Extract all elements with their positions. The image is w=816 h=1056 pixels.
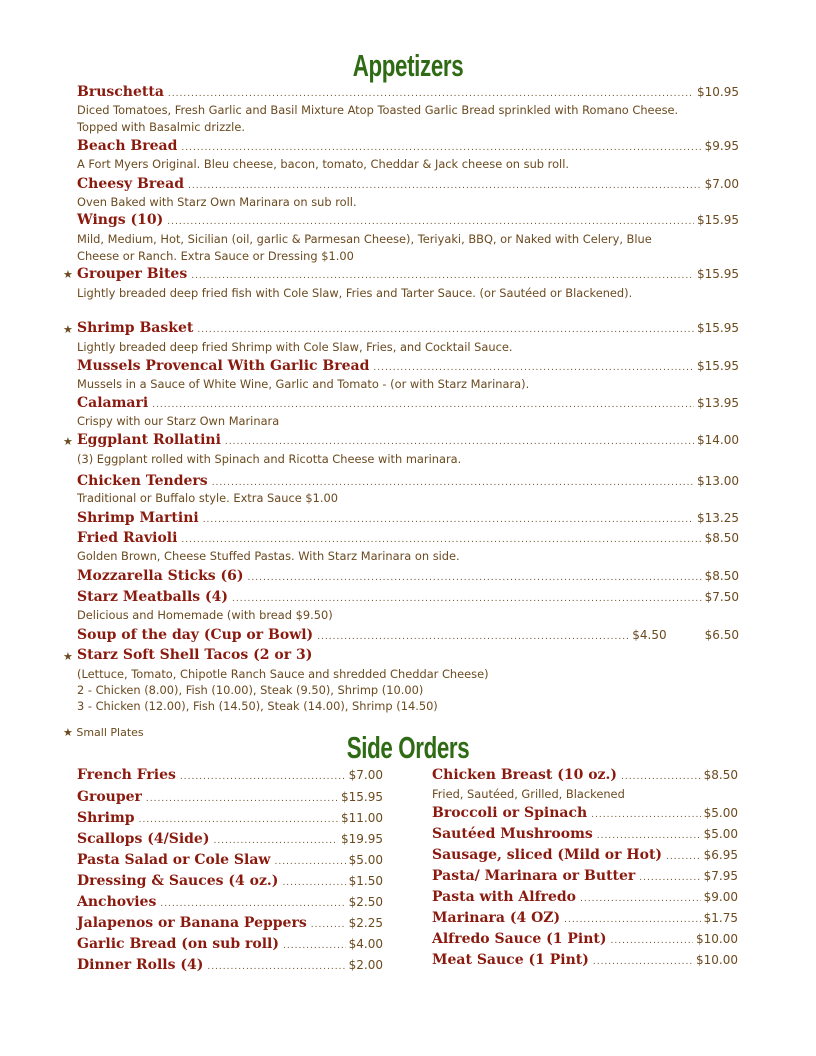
item-price: $13.00 (697, 474, 739, 488)
leader-dots (167, 217, 694, 227)
leader-dots (207, 962, 345, 972)
item-name: Wings (10) (77, 212, 164, 228)
leader-dots (181, 143, 701, 153)
menu-item (77, 530, 739, 547)
item-description: Oven Baked with Starz Own Marinara on sub roll. (77, 195, 357, 209)
item-name: Dressing & Sauces (4 oz.) (77, 873, 279, 889)
menu-item (77, 873, 383, 890)
item-name: Starz Soft Shell Tacos (2 or 3) (77, 647, 313, 663)
item-price: $15.95 (341, 790, 383, 804)
item-price: $15.95 (697, 321, 739, 335)
item-name: Calamari (77, 395, 149, 411)
side-orders-title: Side Orders (346, 730, 470, 765)
menu-item (432, 767, 738, 784)
item-price: $7.00 (704, 177, 739, 191)
leader-dots (282, 878, 345, 888)
leader-dots (621, 772, 701, 782)
leader-dots (203, 515, 694, 525)
leader-dots (666, 852, 701, 862)
menu-item (77, 473, 739, 490)
item-name: Garlic Bread (on sub roll) (77, 936, 280, 952)
item-price: $7.00 (348, 768, 383, 782)
menu-item (432, 868, 738, 885)
item-price: $7.50 (704, 590, 739, 604)
item-name: Mozzarella Sticks (6) (77, 568, 244, 584)
leader-dots (168, 89, 694, 99)
item-name: Jalapenos or Banana Peppers (77, 915, 307, 931)
menu-item (77, 358, 739, 375)
item-name: Shrimp (77, 810, 135, 826)
item-description: Golden Brown, Cheese Stuffed Pastas. With Starz Marinara on side. (77, 549, 460, 563)
item-price: $8.50 (703, 768, 738, 782)
star-icon: ★ (63, 650, 73, 663)
menu-item (77, 894, 383, 911)
item-description: Mussels in a Sauce of White Wine, Garlic and Tomato - (or with Starz Marinara). (77, 377, 530, 391)
item-price: $9.00 (703, 890, 738, 904)
item-price: $14.00 (697, 433, 739, 447)
menu-item (77, 320, 739, 337)
item-name: French Fries (77, 767, 176, 783)
item-name: Fried Ravioli (77, 530, 178, 546)
item-name: Pasta Salad or Cole Slaw (77, 852, 271, 868)
leader-dots (212, 478, 694, 488)
item-name: Beach Bread (77, 138, 178, 154)
item-description: Traditional or Buffalo style. Extra Sauce $1.00 (77, 491, 338, 505)
menu-item (432, 889, 738, 906)
menu-item (432, 910, 738, 927)
menu-item (77, 395, 739, 412)
item-price-bowl: $6.50 (704, 628, 739, 642)
menu-item (77, 568, 739, 585)
menu-item (77, 852, 383, 869)
menu-item (77, 915, 383, 932)
menu-item (432, 805, 738, 822)
item-price: $15.95 (697, 267, 739, 281)
leader-dots (181, 535, 701, 545)
leader-dots (225, 437, 694, 447)
leader-dots (611, 936, 693, 946)
leader-dots (591, 810, 700, 820)
item-description: Delicious and Homemade (with bread $9.50) (77, 608, 333, 622)
item-description: Crispy with our Starz Own Marinara (77, 414, 280, 428)
menu-item (77, 212, 739, 229)
item-description: A Fort Myers Original. Bleu cheese, bacon, tomato, Cheddar & Jack cheese on sub roll. (77, 157, 569, 171)
menu-item (432, 931, 738, 948)
item-price: $1.50 (348, 874, 383, 888)
item-price: $4.00 (348, 937, 383, 951)
item-price: $10.95 (697, 85, 739, 99)
item-description: Lightly breaded deep fried Shrimp with Cole Slaw, Fries, and Cocktail Sauce. (77, 340, 513, 354)
leader-dots (283, 941, 346, 951)
item-name: Sautéed Mushrooms (432, 826, 593, 842)
item-name: Cheesy Bread (77, 176, 185, 192)
star-icon: ★ (63, 323, 73, 336)
item-price: $8.50 (704, 569, 739, 583)
item-price: $5.00 (703, 827, 738, 841)
menu-item (77, 647, 739, 664)
item-price: $15.95 (697, 213, 739, 227)
item-name: Eggplant Rollatini (77, 432, 221, 448)
star-icon: ★ (63, 268, 73, 281)
item-name: Chicken Tenders (77, 473, 208, 489)
item-description: (Lettuce, Tomato, Chipotle Ranch Sauce and shredded Cheddar Cheese) (77, 667, 489, 681)
menu-item (77, 138, 739, 155)
leader-dots (152, 400, 694, 410)
menu-item (77, 589, 739, 606)
leader-dots (139, 815, 338, 825)
item-name: Grouper Bites (77, 266, 188, 282)
leader-dots (232, 594, 702, 604)
item-price: $10.00 (696, 953, 738, 967)
item-price: $15.95 (697, 359, 739, 373)
menu-item (77, 957, 383, 974)
item-name: Starz Meatballs (4) (77, 589, 229, 605)
item-price: $1.75 (703, 911, 738, 925)
leader-dots (317, 632, 629, 642)
item-name: Pasta with Alfredo (432, 889, 577, 905)
leader-dots (146, 794, 338, 804)
item-price: $5.00 (348, 853, 383, 867)
star-icon: ★ (63, 435, 73, 448)
leader-dots (180, 772, 346, 782)
leader-dots (191, 271, 694, 281)
menu-item (432, 826, 738, 843)
leader-dots (248, 573, 702, 583)
menu-item (77, 789, 383, 806)
item-price: $10.00 (696, 932, 738, 946)
item-price: $5.00 (703, 806, 738, 820)
item-name: Chicken Breast (10 oz.) (432, 767, 618, 783)
menu-item (77, 84, 739, 101)
leader-dots (373, 363, 694, 373)
menu-item (77, 810, 383, 827)
item-description: Mild, Medium, Hot, Sicilian (oil, garlic & Parmesan Cheese), Teriyaki, BBQ, or Naked with Celery, Blue Cheese or Ranch. Extra Sauce or Dressing $1.00 (77, 232, 652, 263)
leader-dots (197, 325, 694, 335)
item-name: Pasta/ Marinara or Butter (432, 868, 636, 884)
item-name: Shrimp Martini (77, 510, 199, 526)
item-description: Lightly breaded deep fried fish with Cole Slaw, Fries and Tarter Sauce. (or Sautéed or Blackened). (77, 286, 633, 300)
item-name: Alfredo Sauce (1 Pint) (432, 931, 607, 947)
item-name: Anchovies (77, 894, 157, 910)
item-description: 3 - Chicken (12.00), Fish (14.50), Steak (14.00), Shrimp (14.50) (77, 699, 438, 713)
menu-item (77, 627, 739, 644)
appetizers-title: Appetizers (352, 48, 464, 83)
leader-dots (160, 899, 345, 909)
menu-item (432, 952, 738, 969)
item-name: Grouper (77, 789, 142, 805)
leader-dots (311, 920, 346, 930)
item-price: $19.95 (341, 832, 383, 846)
item-name: Scallops (4/Side) (77, 831, 210, 847)
item-name: Meat Sauce (1 Pint) (432, 952, 589, 968)
leader-dots (597, 831, 701, 841)
menu-item (77, 831, 383, 848)
menu-item (77, 176, 739, 193)
item-price: $9.95 (704, 139, 739, 153)
leader-dots (274, 857, 345, 867)
item-price: $2.50 (348, 895, 383, 909)
item-description: Fried, Sautéed, Grilled, Blackened (432, 787, 625, 801)
item-name: Sausage, sliced (Mild or Hot) (432, 847, 663, 863)
item-description: Diced Tomatoes, Fresh Garlic and Basil Mixture Atop Toasted Garlic Bread sprinkled with Romano Cheese. Topped with Basalmic drizzle. (77, 103, 679, 134)
item-name: Soup of the day (Cup or Bowl) (77, 627, 314, 643)
menu-item (77, 266, 739, 283)
leader-dots (593, 957, 693, 967)
menu-item (77, 510, 739, 527)
item-description: 2 - Chicken (8.00), Fish (10.00), Steak (9.50), Shrimp (10.00) (77, 683, 424, 697)
menu-item (77, 432, 739, 449)
menu-item (432, 847, 738, 864)
leader-dots (580, 894, 701, 904)
leader-dots (188, 181, 702, 191)
item-name: Marinara (4 OZ) (432, 910, 561, 926)
leader-dots (639, 873, 700, 883)
item-price: $2.25 (348, 916, 383, 930)
item-price: $7.95 (703, 869, 738, 883)
item-name: Dinner Rolls (4) (77, 957, 204, 973)
menu-item (77, 767, 383, 784)
item-name: Broccoli or Spinach (432, 805, 588, 821)
item-price: $4.50 (632, 628, 667, 642)
item-name: Shrimp Basket (77, 320, 194, 336)
item-name: Mussels Provencal With Garlic Bread (77, 358, 370, 374)
small-plates-note: ★ Small Plates (63, 726, 144, 739)
item-price: $6.95 (703, 848, 738, 862)
leader-dots (213, 836, 338, 846)
menu-item (77, 936, 383, 953)
item-price: $13.95 (697, 396, 739, 410)
item-name: Bruschetta (77, 84, 164, 100)
leader-dots (564, 915, 701, 925)
item-description: (3) Eggplant rolled with Spinach and Ricotta Cheese with marinara. (77, 452, 462, 466)
item-price: $2.00 (348, 958, 383, 972)
item-price: $13.25 (697, 511, 739, 525)
item-price: $8.50 (704, 531, 739, 545)
item-price: $11.00 (341, 811, 383, 825)
